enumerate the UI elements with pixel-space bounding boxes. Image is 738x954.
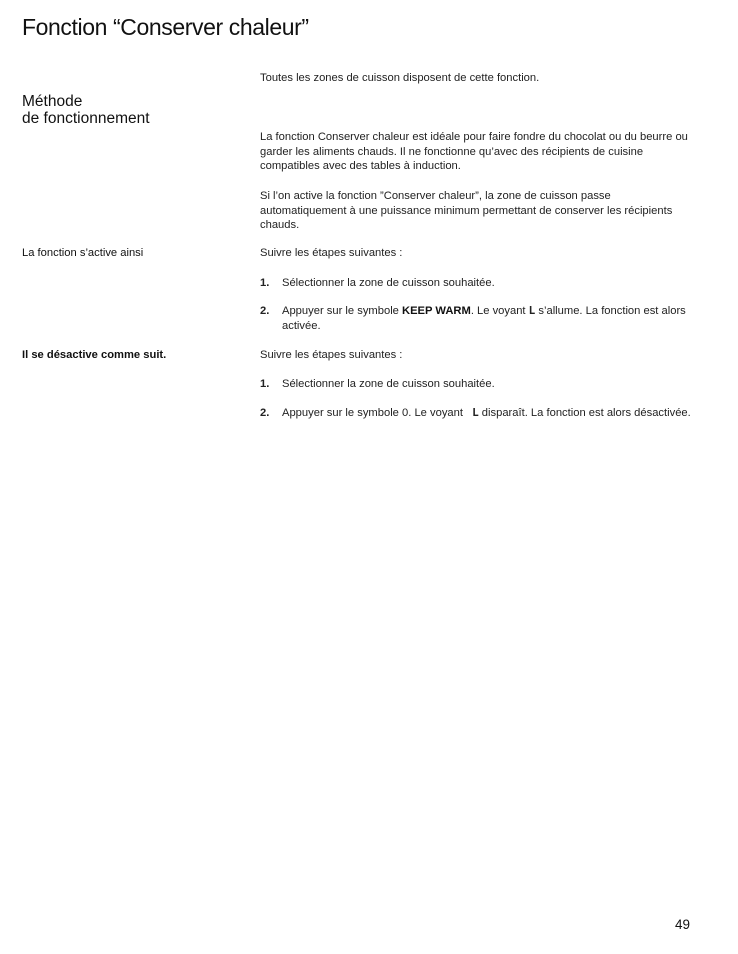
step-text: Sélectionner la zone de cuisson souhaitée.: [282, 378, 495, 390]
step-number: 1.: [260, 378, 270, 390]
page-title: Fonction “Conserver chaleur”: [22, 14, 309, 40]
keep-warm-indicator-icon: L: [528, 304, 536, 317]
keep-warm-keyword: KEEP WARM: [402, 305, 471, 317]
method-heading: Méthode de fonctionnement: [22, 93, 150, 127]
step-number: 2.: [260, 305, 270, 317]
intro-text: Toutes les zones de cuisson disposent de cette fonction.: [260, 72, 540, 84]
step-number: 1.: [260, 277, 270, 289]
activate-step-2: [260, 304, 700, 333]
page-number: 49: [675, 917, 691, 932]
step-text: Sélectionner la zone de cuisson souhaitée.: [282, 277, 495, 289]
deactivate-lead: Suivre les étapes suivantes :: [260, 349, 403, 361]
deactivate-step-1: [260, 377, 700, 392]
method-paragraph-1: La fonction Conserver chaleur est idéale pour faire fondre du chocolat ou du beurre ou garder les aliments chauds. Il ne fonctionne qu’avec des récipients de cuisine compatibles avec des tables à induction.: [260, 131, 688, 173]
step-text: Appuyer sur le symbole KEEP WARM. Le voyant L s’allume. La fonction est alors activée.: [282, 304, 686, 332]
deactivate-label: Il se désactive comme suit.: [22, 349, 167, 361]
keep-warm-indicator-icon: L: [472, 406, 479, 419]
step-number: 2.: [260, 407, 270, 419]
activate-step-1: [260, 276, 700, 291]
method-paragraph-2: Si l’on active la fonction ”Conserver chaleur”, la zone de cuisson passe automatiquement à une puissance minimum permettant de conserver les récipients chauds.: [260, 190, 673, 232]
step-text: Appuyer sur le symbole 0. Le voyant L disparaît. La fonction est alors désactivée.: [282, 406, 691, 419]
activate-lead: Suivre les étapes suivantes :: [260, 247, 403, 259]
deactivate-step-2: [260, 406, 700, 421]
activate-label: La fonction s’active ainsi: [22, 247, 144, 259]
